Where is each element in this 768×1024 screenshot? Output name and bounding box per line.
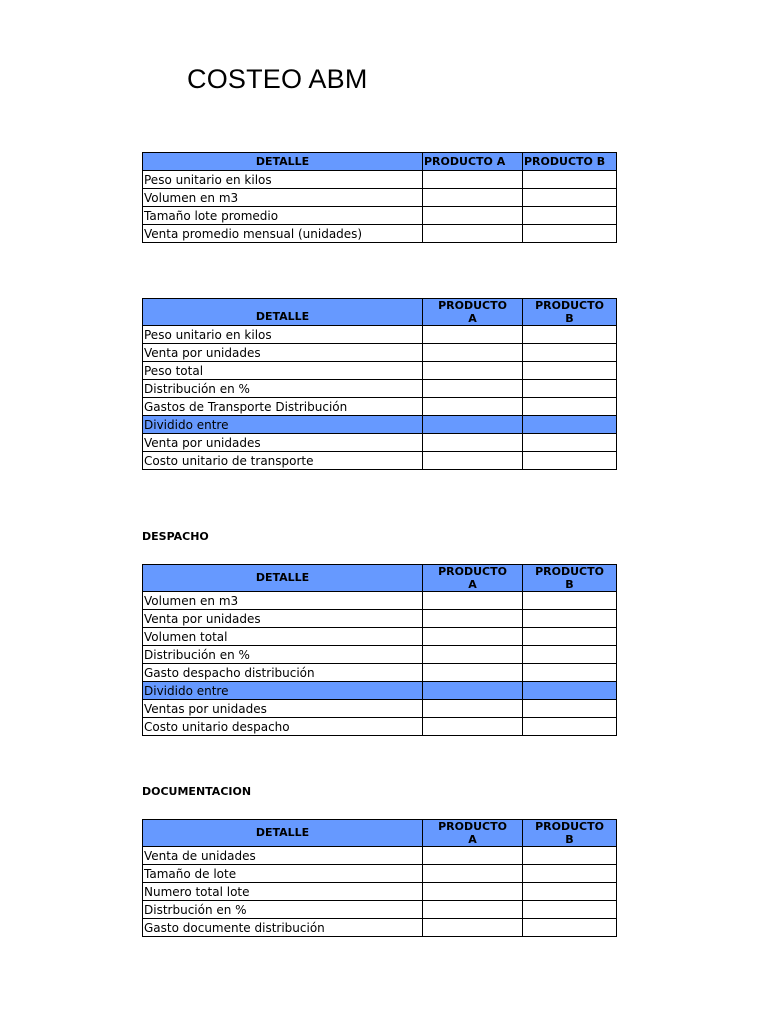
header-producto-a <box>423 565 523 592</box>
table-row <box>143 380 617 398</box>
table-row <box>143 901 617 919</box>
row-label: Dividido entre <box>143 416 423 434</box>
table-header-row <box>143 820 617 847</box>
cell-producto-a[interactable] <box>423 847 523 865</box>
cell-producto-a[interactable] <box>423 628 523 646</box>
header-producto-b <box>523 299 617 326</box>
cell-producto-a[interactable] <box>423 362 523 380</box>
row-label: Dividido entre <box>143 682 423 700</box>
row-label: Venta por unidades <box>143 610 423 628</box>
row-label: Gasto despacho distribución <box>143 664 423 682</box>
cell-producto-b[interactable] <box>523 847 617 865</box>
table-row <box>143 434 617 452</box>
cell-producto-a[interactable] <box>423 344 523 362</box>
cell-producto-b[interactable] <box>523 592 617 610</box>
cell-producto-a[interactable] <box>423 700 523 718</box>
header-detalle: DETALLE <box>143 565 423 592</box>
cell-producto-a[interactable] <box>423 646 523 664</box>
row-label: Tamaño de lote <box>143 865 423 883</box>
table-row <box>143 919 617 937</box>
cell-producto-a[interactable] <box>423 326 523 344</box>
header-producto-a: PRODUCTO A <box>423 153 523 171</box>
row-label: Gasto documente distribución <box>143 919 423 937</box>
table-row <box>143 362 617 380</box>
table-row <box>143 865 617 883</box>
header-producto-a-line1: PRODUCTO <box>438 820 507 833</box>
table-row <box>143 718 617 736</box>
row-label: Peso unitario en kilos <box>143 171 423 189</box>
cell-producto-b[interactable] <box>523 865 617 883</box>
cell-producto-b[interactable] <box>523 610 617 628</box>
header-producto-b-line1: PRODUCTO <box>535 299 604 312</box>
header-producto-b-line2: B <box>565 578 574 591</box>
cell-producto-b[interactable] <box>523 380 617 398</box>
cell-producto-b[interactable] <box>523 344 617 362</box>
header-detalle: DETALLE <box>143 820 423 847</box>
cell-producto-a[interactable] <box>423 592 523 610</box>
row-label: Peso unitario en kilos <box>143 326 423 344</box>
cell-producto-a[interactable] <box>423 610 523 628</box>
cell-producto-b[interactable] <box>523 700 617 718</box>
table-header-row <box>143 299 617 326</box>
row-label: Ventas por unidades <box>143 700 423 718</box>
table-row <box>143 171 617 189</box>
cell-producto-a[interactable] <box>423 171 523 189</box>
row-label: Distrbución en % <box>143 901 423 919</box>
cell-producto-b[interactable] <box>523 901 617 919</box>
cell-producto-b[interactable] <box>523 646 617 664</box>
header-detalle: DETALLE <box>143 153 423 171</box>
row-label: Volumen total <box>143 628 423 646</box>
header-producto-b <box>523 565 617 592</box>
table-row <box>143 700 617 718</box>
cell-producto-b[interactable] <box>523 398 617 416</box>
cell-producto-b[interactable] <box>523 225 617 243</box>
transport-table <box>142 298 617 470</box>
cell-producto-a[interactable] <box>423 883 523 901</box>
cell-producto-b[interactable] <box>523 664 617 682</box>
header-producto-a-line2: A <box>468 833 477 846</box>
row-label: Distribución en % <box>143 646 423 664</box>
cell-producto-b[interactable] <box>523 416 617 434</box>
header-producto-b <box>523 820 617 847</box>
row-label: Costo unitario de transporte <box>143 452 423 470</box>
page-title: COSTEO ABM <box>187 64 368 94</box>
cell-producto-a[interactable] <box>423 380 523 398</box>
cell-producto-b[interactable] <box>523 919 617 937</box>
table-row <box>143 326 617 344</box>
table-header-row <box>143 565 617 592</box>
table-row <box>143 592 617 610</box>
header-producto-a <box>423 299 523 326</box>
header-producto-a-line2: A <box>468 312 477 325</box>
row-label: Costo unitario despacho <box>143 718 423 736</box>
row-label: Numero total lote <box>143 883 423 901</box>
row-label: Volumen en m3 <box>143 592 423 610</box>
cell-producto-b[interactable] <box>523 171 617 189</box>
row-label: Venta promedio mensual (unidades) <box>143 225 423 243</box>
highlighted-row <box>143 416 617 434</box>
section-title-documentacion: DOCUMENTACION <box>142 785 252 798</box>
header-producto-a-line1: PRODUCTO <box>438 565 507 578</box>
table-row <box>143 225 617 243</box>
cell-producto-a[interactable] <box>423 416 523 434</box>
cell-producto-b[interactable] <box>523 326 617 344</box>
cell-producto-a[interactable] <box>423 718 523 736</box>
documentacion-table <box>142 819 617 937</box>
cell-producto-a[interactable] <box>423 901 523 919</box>
header-producto-b-line1: PRODUCTO <box>535 565 604 578</box>
cell-producto-a[interactable] <box>423 865 523 883</box>
row-label: Tamaño lote promedio <box>143 207 423 225</box>
cell-producto-b[interactable] <box>523 434 617 452</box>
cell-producto-a[interactable] <box>423 919 523 937</box>
table-header-row <box>143 153 617 171</box>
table-row <box>143 398 617 416</box>
cell-producto-b[interactable] <box>523 628 617 646</box>
header-producto-a-line2: A <box>468 578 477 591</box>
section-title-despacho: DESPACHO <box>142 530 209 543</box>
header-producto-b-line2: B <box>565 833 574 846</box>
header-producto-b: PRODUCTO B <box>523 153 617 171</box>
row-label: Peso total <box>143 362 423 380</box>
cell-producto-b[interactable] <box>523 682 617 700</box>
cell-producto-a[interactable] <box>423 682 523 700</box>
table-row <box>143 207 617 225</box>
product-detail-table <box>142 152 617 243</box>
row-label: Distribución en % <box>143 380 423 398</box>
cell-producto-b[interactable] <box>523 362 617 380</box>
cell-producto-b[interactable] <box>523 883 617 901</box>
row-label: Volumen en m3 <box>143 189 423 207</box>
cell-producto-b[interactable] <box>523 207 617 225</box>
table-row <box>143 610 617 628</box>
cell-producto-b[interactable] <box>523 718 617 736</box>
cell-producto-b[interactable] <box>523 452 617 470</box>
cell-producto-a[interactable] <box>423 225 523 243</box>
cell-producto-a[interactable] <box>423 189 523 207</box>
highlighted-row <box>143 682 617 700</box>
cell-producto-a[interactable] <box>423 452 523 470</box>
table-row <box>143 847 617 865</box>
cell-producto-a[interactable] <box>423 664 523 682</box>
header-producto-a <box>423 820 523 847</box>
header-producto-b-line2: B <box>565 312 574 325</box>
row-label: Venta por unidades <box>143 434 423 452</box>
table-row <box>143 344 617 362</box>
table-row <box>143 664 617 682</box>
table-row <box>143 646 617 664</box>
table-row <box>143 452 617 470</box>
cell-producto-a[interactable] <box>423 398 523 416</box>
table-row <box>143 628 617 646</box>
row-label: Venta por unidades <box>143 344 423 362</box>
cell-producto-a[interactable] <box>423 434 523 452</box>
cell-producto-a[interactable] <box>423 207 523 225</box>
header-producto-b-line1: PRODUCTO <box>535 820 604 833</box>
row-label: Gastos de Transporte Distribución <box>143 398 423 416</box>
header-detalle: DETALLE <box>143 299 423 326</box>
header-producto-a-line1: PRODUCTO <box>438 299 507 312</box>
row-label: Venta de unidades <box>143 847 423 865</box>
table-row <box>143 883 617 901</box>
table-row <box>143 189 617 207</box>
cell-producto-b[interactable] <box>523 189 617 207</box>
despacho-table <box>142 564 617 736</box>
